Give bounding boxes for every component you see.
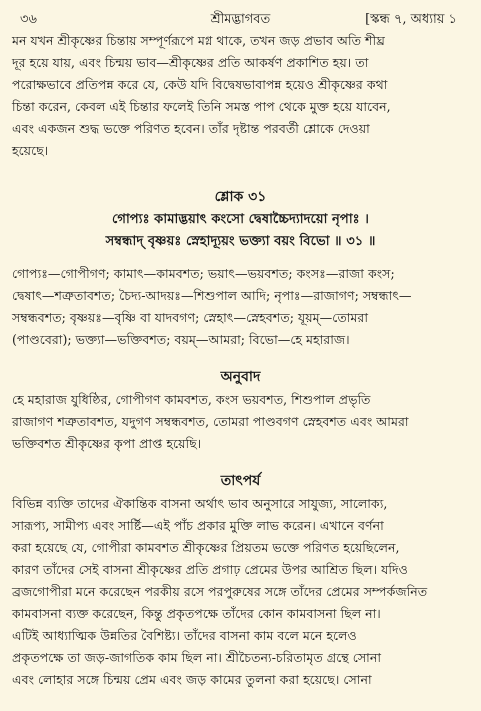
text-line: হে মহারাজ যুধিষ্ঠির, গোপীগণ কামবশত, কংস ভয়বশত, শিশুপাল প্রভৃতি	[12, 392, 371, 407]
text-line: কারণ তাঁদের সেই বাসনা শ্রীকৃষ্ণের প্রতি প্রগাঢ় প্রেমের উপর আশ্রিত ছিল। যদিও	[12, 562, 408, 577]
text-line: সারূপ্য, সামীপ্য এবং সার্ষ্টি—এই পাঁচ প্রকার মুক্তি লাভ করেন। এখানে বর্ণনা	[12, 518, 384, 533]
translation-paragraph	[12, 389, 469, 455]
purport-heading: তাৎপর্য	[220, 473, 261, 489]
text-line: পরোক্ষভাবে প্রতিপন্ন করে যে, কেউ যদি বিদ্বেষভাবাপন্ন হয়েও শ্রীকৃষ্ণের কথা	[12, 77, 388, 92]
text-line: এবং লোহার সঙ্গে চিন্ময় প্রেম এবং জড় কামের তুলনা করা হয়েছে। সোনা	[12, 672, 372, 687]
sanskrit-verse	[12, 209, 469, 253]
purport-paragraph	[12, 493, 469, 691]
verse-heading: শ্লোক ৩১	[214, 189, 267, 205]
text-line: গোপ্যঃ—গোপীগণ; কামাৎ—কামবশত; ভয়াৎ—ভয়বশত; কংসঃ—রাজা কংস;	[12, 266, 395, 281]
text-line: (পাণ্ডবেরা); ভক্ত্যা—ভক্তিবশত; বয়ম্—আমরা; বিভো—হে মহারাজ।	[12, 332, 350, 347]
verse-line: গোপ্যঃ কামাদ্ভয়াৎ কংসো দ্বেষাচ্চৈদ্যাদয়ো নৃপাঃ ।	[111, 212, 370, 227]
text-line: কামবাসনা ব্যক্ত করেছেন, কিন্তু প্রকৃতপক্ষে তাঁদের কোন কামবাসনা ছিল না।	[12, 606, 381, 621]
verse-line: সম্বন্ধাদ্ বৃষ্ণয়ঃ স্নেহাদ্যূয়ং ভক্ত্যা বয়ং বিভো ॥ ৩১ ॥	[105, 234, 376, 249]
text-line: করা হয়েছে যে, গোপীরা কামবশত শ্রীকৃষ্ণের প্রিয়তম ভক্তে পরিণত হয়েছিলেন,	[12, 540, 400, 555]
translation-heading: অনুবাদ	[220, 369, 261, 385]
synonyms-paragraph	[12, 263, 469, 351]
intro-paragraph	[12, 30, 469, 162]
text-line: প্রকৃতপক্ষে তা জড়-জাগতিক কাম ছিল না। শ্রীচৈতন্য-চরিতামৃত গ্রন্থে সোনা	[12, 650, 382, 665]
page-header	[12, 8, 469, 30]
text-line: হয়েছে।	[12, 143, 49, 158]
text-line: মন যখন শ্রীকৃষ্ণের চিন্তায় সম্পূর্ণরূপে মগ্ন থাকে, তখন জড় প্রভাব অতি শীঘ্র	[12, 33, 385, 48]
text-line: ভক্তিবশত শ্রীকৃষ্ণের কৃপা প্রাপ্ত হয়েছি।	[12, 436, 202, 451]
book-title: শ্রীমদ্ভাগবত	[210, 12, 271, 27]
page-number: ৩৬	[20, 12, 37, 27]
text-line: দূর হয়ে যায়, এবং চিন্ময় ভাব—শ্রীকৃষ্ণের প্রতি আকর্ষণ প্রকাশিত হয়। তা	[12, 55, 369, 70]
text-line: এটিই আধ্যাত্মিক উন্নতির বৈশিষ্ট্য। তাঁদের বাসনা কাম বলে মনে হলেও	[12, 628, 357, 643]
text-line: দ্বেষাৎ—শত্রুতাবশত; চৈদ্য-আদয়ঃ—শিশুপাল আদি; নৃপাঃ—রাজাগণ; সম্বন্ধাৎ—	[12, 288, 412, 303]
text-line: সম্বন্ধবশত; বৃষ্ণয়ঃ—বৃষ্ণি বা যাদবগণ; স্নেহাৎ—স্নেহবশত; যূয়ম্—তোমরা	[12, 310, 368, 325]
text-line: ব্রজগোপীরা মনে করেছেন পরকীয় রসে পরপুরুষের সঙ্গে তাঁদের প্রেমের সম্পর্কজনিত	[12, 584, 428, 599]
text-line: বিভিন্ন ব্যক্তি তাদের ঐকান্তিক বাসনা অর্থাৎ ভাব অনুসারে সাযুজ্য, সালোক্য,	[12, 496, 388, 511]
text-line: এবং একজন শুদ্ধ ভক্তে পরিণত হবেন। তাঁর দৃষ্টান্ত পরবর্তী শ্লোকে দেওয়া	[12, 121, 370, 136]
text-line: রাজাগণ শত্রুতাবশত, যদুগণ সম্বন্ধবশত, তোমরা পাণ্ডবগণ স্নেহবশত এবং আমরা	[12, 414, 409, 429]
text-line: চিন্তা করেন, কেবল এই চিন্তার ফলেই তিনি সমস্ত পাপ থেকে মুক্ত হয়ে যাবেন,	[12, 99, 391, 114]
section-reference: [স্কন্ধ ৭, অধ্যায় ১	[365, 12, 457, 27]
